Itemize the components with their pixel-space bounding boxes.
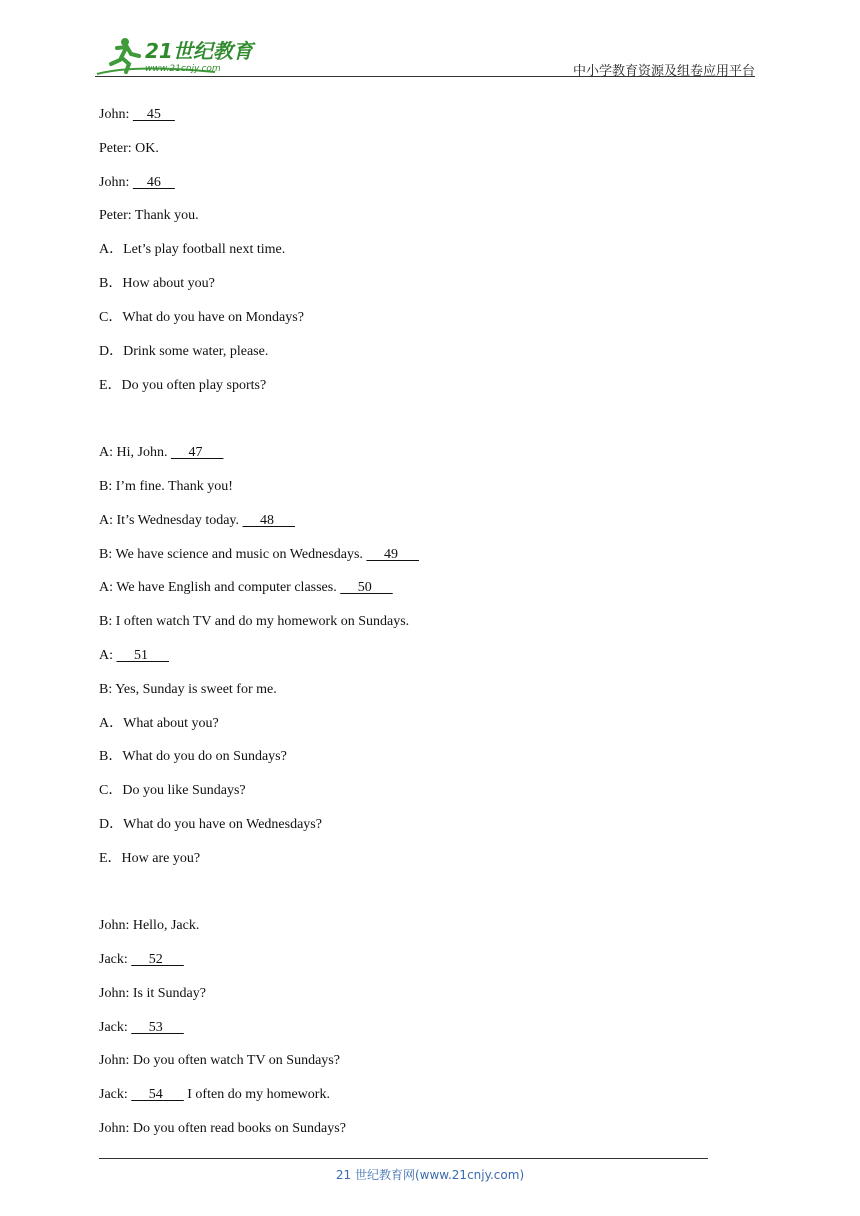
answer-blank-52: 52	[131, 952, 184, 967]
header-tagline: 中小学教育资源及组卷应用平台	[572, 64, 755, 79]
text-line: Jack: 52	[99, 952, 184, 967]
svg-text:www.21cnjy.com: www.21cnjy.com	[145, 64, 221, 74]
site-logo	[95, 34, 265, 76]
answer-blank-50: 50	[340, 580, 393, 595]
answer-blank-46: 46	[132, 175, 175, 190]
option-b: B．What do you do on Sundays?	[99, 749, 287, 764]
svg-text:21世纪教育: 21世纪教育	[145, 39, 253, 63]
page-header	[95, 28, 755, 80]
text-line: John: Is it Sunday?	[99, 986, 206, 1001]
text-line: B: I often watch TV and do my homework on Sundays.	[99, 614, 410, 629]
text-line: A: Hi, John. 47	[99, 445, 224, 460]
header-divider	[95, 76, 755, 77]
option-d: D．Drink some water, please.	[99, 344, 269, 359]
option-a: A．Let’s play football next time.	[99, 242, 286, 257]
text-line: Jack: 54 I often do my homework.	[99, 1087, 330, 1102]
answer-blank-47: 47	[170, 445, 224, 460]
option-c: C．Do you like Sundays?	[99, 783, 246, 798]
text-line: B: Yes, Sunday is sweet for me.	[99, 682, 277, 697]
answer-blank-51: 51	[116, 648, 169, 663]
answer-blank-49: 49	[366, 547, 419, 562]
text-line: A: We have English and computer classes. 50	[99, 580, 393, 595]
text-line: B: We have science and music on Wednesdays. 49	[99, 547, 419, 562]
option-e: E．How are you?	[99, 851, 201, 866]
option-e: E．Do you often play sports?	[99, 378, 267, 393]
answer-blank-53: 53	[131, 1020, 184, 1035]
answer-blank-45: 45	[132, 107, 175, 122]
text-line: B: I’m fine. Thank you!	[99, 479, 233, 494]
text-line: John: 46	[99, 175, 175, 190]
footer-divider	[99, 1158, 708, 1159]
text-line: John: Hello, Jack.	[99, 918, 200, 933]
option-a: A．What about you?	[99, 716, 219, 731]
text-line: John: Do you often watch TV on Sundays?	[99, 1053, 340, 1068]
answer-blank-54: 54	[131, 1087, 184, 1102]
text-line: A: 51	[99, 648, 169, 663]
text-line: Peter: Thank you.	[99, 208, 199, 223]
option-d: D．What do you have on Wednesdays?	[99, 817, 322, 832]
option-c: C．What do you have on Mondays?	[99, 310, 304, 325]
answer-blank-48: 48	[242, 513, 296, 528]
option-b: B．How about you?	[99, 276, 215, 291]
text-line: John: Do you often read books on Sundays?	[99, 1121, 346, 1136]
text-line: Jack: 53	[99, 1020, 184, 1035]
footer-link[interactable]: 21 世纪教育网(www.21cnjy.com)	[335, 1168, 525, 1182]
text-line: A: It’s Wednesday today. 48	[99, 513, 296, 528]
text-line: Peter: OK.	[99, 141, 159, 156]
text-line: John: 45	[99, 107, 175, 122]
